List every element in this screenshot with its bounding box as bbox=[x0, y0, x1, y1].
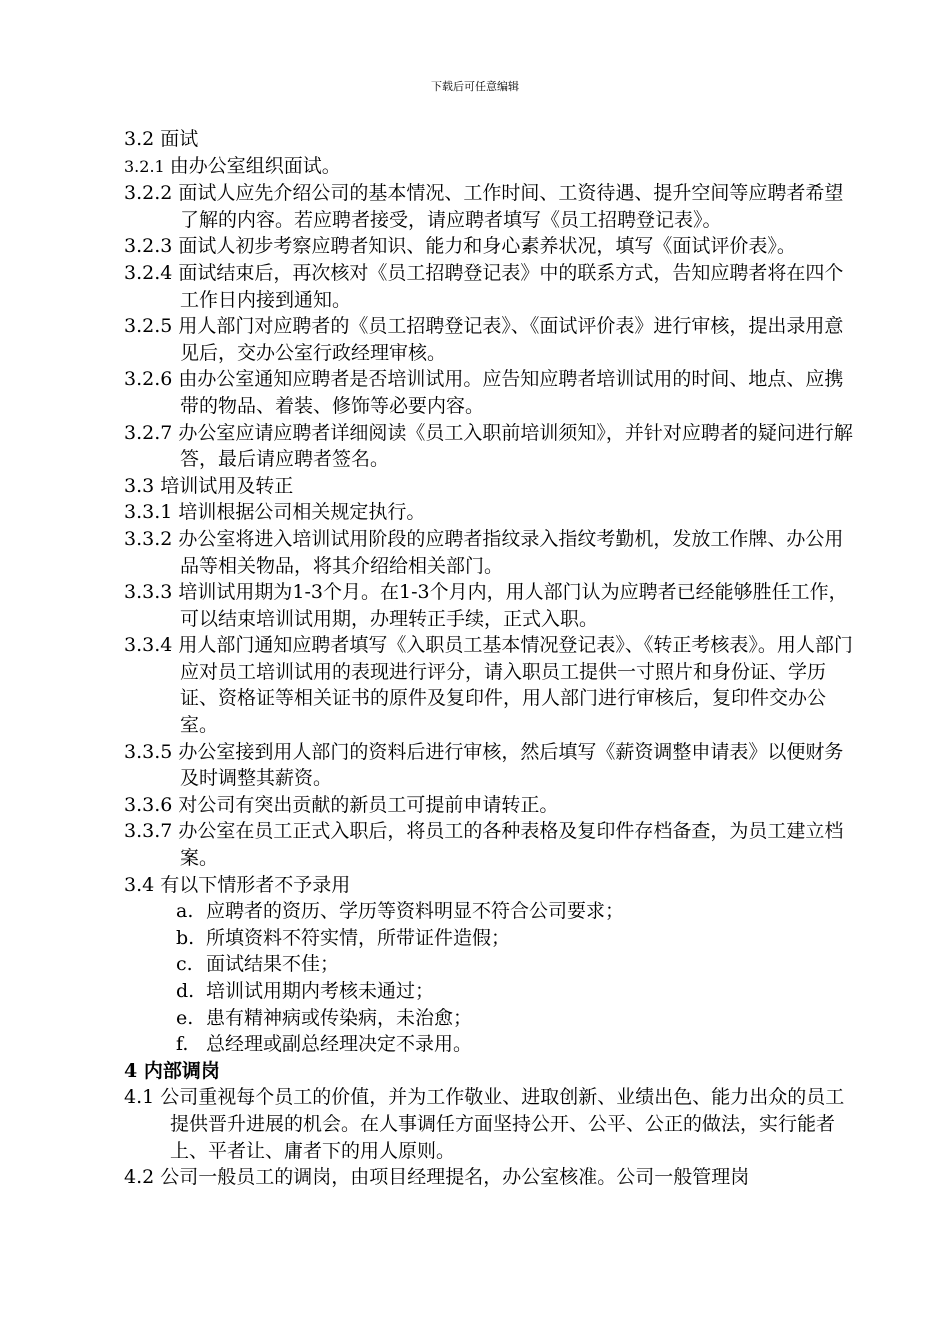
clause-number: 3.3.3 bbox=[124, 581, 179, 604]
section-heading bbox=[124, 473, 862, 500]
clause-item bbox=[124, 499, 862, 526]
clause-number: 4.1 bbox=[124, 1086, 161, 1109]
clause-item bbox=[124, 233, 862, 260]
list-item bbox=[124, 978, 862, 1005]
list-marker: e. bbox=[176, 1006, 194, 1029]
list-marker: f. bbox=[176, 1033, 189, 1056]
clause-number: 3.2 bbox=[124, 128, 161, 150]
clause-number: 3.3 bbox=[124, 474, 161, 497]
clause-item bbox=[124, 180, 862, 233]
clause-text: 所填资料不符实情，所带证件造假； bbox=[206, 926, 511, 949]
list-item bbox=[124, 1005, 862, 1032]
clause-number: 3.4 bbox=[124, 873, 161, 896]
clause-number: 3.2.1 bbox=[124, 156, 170, 176]
page-header: 下载后可任意编辑 bbox=[431, 80, 519, 93]
clause-number: 3.3.5 bbox=[124, 740, 179, 763]
list-item bbox=[124, 1031, 862, 1058]
clause-number: 3.3.2 bbox=[124, 527, 179, 550]
clause-text: 面试结果不佳； bbox=[206, 953, 340, 976]
clause-number: 3.3.4 bbox=[124, 634, 179, 657]
list-marker: c. bbox=[176, 953, 193, 976]
clause-number: 3.2.2 bbox=[124, 182, 179, 205]
clause-text: 用人部门通知应聘者填写《入职员工基本情况登记表》、《转正考核表》。用人部门应对员工培训试用的表现进行评分，请入职员工提供一寸照片和身份证、学历证、资格证等相关证书的原件及复印件，用人部门进行审核后，复印件交办公室。 bbox=[178, 634, 853, 737]
clause-number: 3.2.6 bbox=[124, 368, 179, 391]
clause-item bbox=[124, 420, 862, 473]
clause-item bbox=[124, 579, 862, 632]
list-item bbox=[124, 925, 862, 952]
clause-text: 内部调岗 bbox=[143, 1059, 220, 1082]
clause-item bbox=[124, 526, 862, 579]
clause-text: 面试结束后，再次核对《员工招聘登记表》中的联系方式，告知应聘者将在四个工作日内接到通知。 bbox=[178, 261, 844, 311]
clause-item bbox=[124, 739, 862, 792]
clause-text: 公司重视每个员工的价值，并为工作敬业、进取创新、业绩出色、能力出众的员工提供晋升进展的机会。在人事调任方面坚持公开、公平、公正的做法，实行能者上、平者让、庸者下的用人原则。 bbox=[160, 1086, 845, 1162]
clause-item bbox=[124, 366, 862, 419]
clause-number: 4 bbox=[124, 1059, 144, 1082]
clause-item bbox=[124, 313, 862, 366]
clause-text: 面试 bbox=[160, 128, 199, 150]
clause-item bbox=[124, 153, 862, 181]
clause-item bbox=[124, 1084, 862, 1164]
clause-number: 3.2.5 bbox=[124, 315, 179, 338]
clause-text: 由办公室通知应聘者是否培训试用。应告知应聘者培训试用的时间、地点、应携带的物品、着装、修饰等必要内容。 bbox=[178, 368, 844, 417]
clause-item bbox=[124, 260, 862, 313]
clause-text: 培训试用期内考核未通过； bbox=[206, 980, 435, 1002]
clause-text: 总经理或副总经理决定不录用。 bbox=[206, 1033, 473, 1056]
clause-item bbox=[124, 1164, 862, 1191]
clause-text: 患有精神病或传染病，未治愈； bbox=[206, 1006, 473, 1029]
list-marker: a. bbox=[176, 900, 194, 923]
clause-text: 有以下情形者不予录用 bbox=[160, 873, 351, 896]
clause-text: 办公室接到用人部门的资料后进行审核，然后填写《薪资调整申请表》以便财务及时调整其薪资。 bbox=[178, 740, 844, 790]
clause-item bbox=[124, 818, 862, 871]
clause-number: 3.3.1 bbox=[124, 501, 179, 524]
clause-text: 办公室在员工正式入职后，将员工的各种表格及复印件存档备查，为员工建立档案。 bbox=[178, 820, 844, 870]
clause-text: 培训试用及转正 bbox=[160, 474, 294, 497]
chapter-heading bbox=[124, 1058, 862, 1085]
clause-text: 由办公室组织面试。 bbox=[169, 154, 341, 177]
section-heading bbox=[124, 872, 862, 899]
clause-number: 3.2.7 bbox=[124, 421, 179, 444]
clause-item bbox=[124, 792, 862, 819]
clause-number: 3.2.3 bbox=[124, 235, 179, 258]
clause-text: 面试人初步考察应聘者知识、能力和身心素养状况，填写《面试评价表》。 bbox=[178, 235, 796, 258]
clause-text: 办公室将进入培训试用阶段的应聘者指纹录入指纹考勤机，发放工作牌、办公用品等相关物品，将其介绍给相关部门。 bbox=[178, 527, 844, 577]
clause-number: 3.2.4 bbox=[124, 261, 179, 284]
list-item bbox=[124, 898, 862, 925]
clause-text: 公司一般员工的调岗，由项目经理提名，办公室核准。公司一般管理岗 bbox=[160, 1166, 750, 1189]
list-marker: d. bbox=[176, 980, 195, 1002]
clause-text: 培训试用期为1-3个月。在1-3个月内，用人部门认为应聘者已经能够胜任工作，可以结束培训试用期，办理转正手续，正式入职。 bbox=[178, 581, 848, 630]
clause-text: 对公司有突出贡献的新员工可提前申请转正。 bbox=[178, 793, 559, 816]
clause-text: 培训根据公司相关规定执行。 bbox=[178, 501, 426, 524]
list-marker: b. bbox=[176, 926, 195, 949]
clause-number: 4.2 bbox=[124, 1166, 161, 1189]
section-heading bbox=[124, 126, 862, 153]
clause-number: 3.3.7 bbox=[124, 820, 179, 843]
clause-text: 用人部门对应聘者的《员工招聘登记表》、《面试评价表》进行审核，提出录用意见后，交办公室行政经理审核。 bbox=[178, 315, 844, 364]
clause-item bbox=[124, 632, 862, 738]
clause-number: 3.3.6 bbox=[124, 793, 179, 816]
clause-text: 办公室应请应聘者详细阅读《员工入职前培训须知》，并针对应聘者的疑问进行解答，最后请应聘者签名。 bbox=[178, 421, 853, 471]
list-item bbox=[124, 951, 862, 978]
clause-text: 应聘者的资历、学历等资料明显不符合公司要求； bbox=[206, 900, 625, 923]
document-body bbox=[124, 126, 862, 1191]
clause-text: 面试人应先介绍公司的基本情况、工作时间、工资待遇、提升空间等应聘者希望了解的内容。若应聘者接受，请应聘者填写《员工招聘登记表》。 bbox=[178, 182, 844, 231]
